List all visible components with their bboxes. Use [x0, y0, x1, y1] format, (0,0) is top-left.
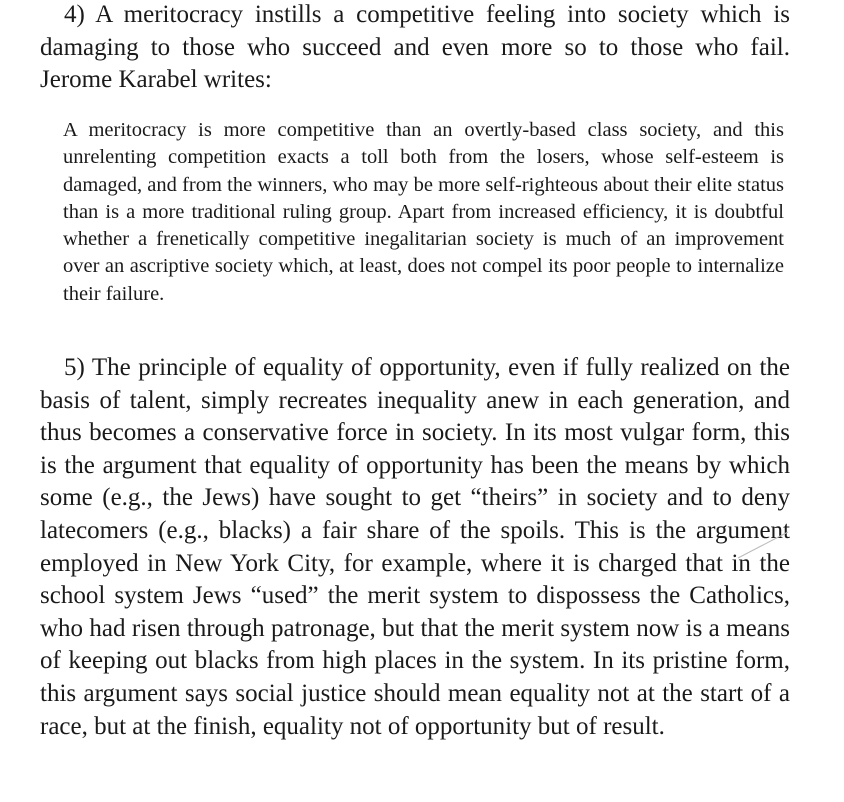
paragraph-point-4: 4) A meritocracy instills a competitive feeling into society which is damaging to those who succeed and even more so to those who fail. Jerome Karabel writes: [40, 1, 790, 94]
block-quote-karabel: A meritocracy is more competitive than an overtly-based class society, and this unrelenting competition exacts a toll both from the losers, whose self-esteem is damaged, and from the winners, who may be more self-righteous about their elite status than is a more traditional ruling group. Apart from increased efficiency, it is doubtful whether a frenetically competitive inegalitarian society is much of an improvement over an ascriptive society which, at least, does not compel its poor people to internalize their failure. [63, 119, 784, 305]
pencil-mark [736, 530, 790, 560]
paragraph-point-5: 5) The principle of equality of opportunity, even if fully realized on the basis of talent, simply recreates inequality anew in each generation, and thus becomes a conservative force in society. In its most vulgar form, this is the argument that equality of opportunity has been the means by which some (e.g., the Jews) have sought to get “theirs” in society and to deny latecomers (e.g., blacks) a fair share of the spoils. This is the argument employed in New York City, for example, where it is charged that in the school system Jews “used” the merit system to dispossess the Catholics, who had risen through patronage, but that the merit system now is a means of keeping out blacks from high places in the system. In its pristine form, this argument says social justice should mean equality not at the start of a race, but at the finish, equality not of opportunity but of result. [40, 354, 790, 740]
